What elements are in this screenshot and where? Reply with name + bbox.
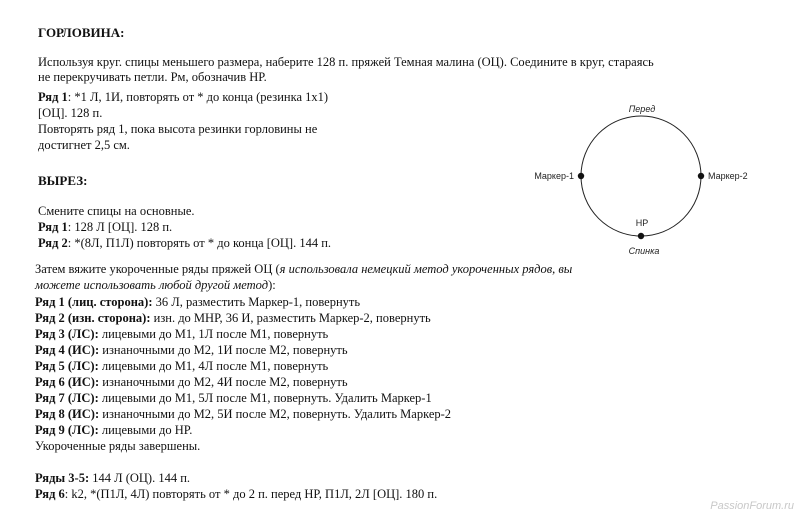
short-row-label: Ряд 6 (ИС): bbox=[35, 375, 100, 389]
rows-3-5-label: Ряды 3-5: bbox=[35, 471, 90, 485]
short-row-label: Ряд 7 (ЛС): bbox=[35, 391, 99, 405]
short-rows-intro-text: Затем вяжите укороченные ряды пряжей ОЦ ( bbox=[35, 262, 280, 276]
short-row bbox=[35, 311, 431, 326]
watermark: PassionForum.ru bbox=[710, 500, 794, 512]
neck-repeat-line-1: Повторять ряд 1, пока высота резинки горловины не bbox=[38, 122, 318, 136]
neck-repeat-line-2: достигнет 2,5 см. bbox=[38, 138, 130, 152]
short-rows-intro-italic-2: можете использовать любой другой метод bbox=[35, 278, 269, 292]
short-row bbox=[35, 295, 360, 310]
short-rows-intro-end: ): bbox=[268, 278, 276, 292]
short-row-text: изн. до МНР, 36 И, разместить Маркер-2, повернуть bbox=[150, 311, 431, 325]
short-rows-intro-1 bbox=[35, 262, 572, 277]
neck-heading: ГОРЛОВИНА: bbox=[38, 25, 125, 40]
rows-3-5 bbox=[35, 471, 190, 486]
short-row bbox=[35, 343, 348, 358]
marker-1-label: Маркер-1 bbox=[534, 171, 574, 181]
neckline-diagram bbox=[520, 95, 780, 265]
short-row-label: Ряд 4 (ИС): bbox=[35, 343, 100, 357]
short-row bbox=[35, 327, 328, 342]
short-row-label: Ряд 3 (ЛС): bbox=[35, 327, 99, 341]
cut-row-2 bbox=[38, 236, 331, 251]
short-row-text: лицевыми до М1, 1Л после М1, повернуть bbox=[98, 327, 329, 341]
rows-3-5-text: 144 Л (ОЦ). 144 п. bbox=[89, 471, 191, 485]
short-row-label: Ряд 8 (ИС): bbox=[35, 407, 100, 421]
short-rows-intro-2 bbox=[35, 278, 276, 293]
short-row-text: лицевыми до М1, 4Л после М1, повернуть bbox=[98, 359, 329, 373]
cut-row-1 bbox=[38, 220, 172, 235]
short-row-text: лицевыми до НР. bbox=[98, 423, 193, 437]
short-row-text: изнаночными до М2, 4И после М2, повернуть bbox=[99, 375, 348, 389]
short-row-label: Ряд 9 (ЛС): bbox=[35, 423, 99, 437]
short-row-label: Ряд 1 (лиц. сторона): bbox=[35, 295, 153, 309]
short-row-text: изнаночными до М2, 5И после М2, повернуть. Удалить Маркер-2 bbox=[99, 407, 452, 421]
neck-intro-line-1: Используя круг. спицы меньшего размера, наберите 128 п. пряжей Темная малина (ОЦ). Соедините в круг, стараясь bbox=[38, 55, 654, 69]
row-6 bbox=[35, 487, 437, 502]
short-row bbox=[35, 359, 328, 374]
short-row bbox=[35, 375, 348, 390]
neck-intro-line-2: не перекручивать петли. Рм, обозначив НР. bbox=[38, 70, 267, 84]
neck-row-1-text: : *1 Л, 1И, повторять от * до конца (резинка 1х1) bbox=[67, 90, 329, 104]
marker-2-dot bbox=[698, 173, 704, 179]
neck-row-1-continued: [ОЦ]. 128 п. bbox=[38, 106, 103, 120]
neck-row-1-label: Ряд 1 bbox=[38, 90, 68, 104]
cut-row-2-label: Ряд 2 bbox=[38, 236, 68, 250]
short-row-text: 36 Л, разместить Маркер-1, повернуть bbox=[152, 295, 361, 309]
short-row-label: Ряд 5 (ЛС): bbox=[35, 359, 99, 373]
short-rows-intro-italic-1: я использовала немецкий метод укороченных рядов, вы bbox=[279, 262, 573, 276]
short-row bbox=[35, 391, 432, 406]
short-row-text: лицевыми до М1, 5Л после М1, повернуть. Удалить Маркер-1 bbox=[98, 391, 432, 405]
short-row bbox=[35, 423, 192, 438]
marker-1-dot bbox=[578, 173, 584, 179]
start-dot bbox=[638, 233, 644, 239]
cut-row-2-text: : *(8Л, П1Л) повторять от * до конца [ОЦ]. 144 п. bbox=[67, 236, 332, 250]
short-row-label: Ряд 2 (изн. сторона): bbox=[35, 311, 151, 325]
diagram-back-label: Спинка bbox=[628, 246, 660, 256]
short-row bbox=[35, 407, 451, 422]
start-label: НР bbox=[635, 218, 649, 228]
cut-heading: ВЫРЕЗ: bbox=[38, 173, 88, 188]
diagram-front-label: Перед bbox=[628, 104, 656, 114]
cut-row-1-text: : 128 Л [ОЦ]. 128 п. bbox=[67, 220, 173, 234]
marker-2-label: Маркер-2 bbox=[708, 171, 748, 181]
row-6-text: : k2, *(П1Л, 4Л) повторять от * до 2 п. перед НР, П1Л, 2Л [ОЦ]. 180 п. bbox=[64, 487, 438, 501]
cut-row-1-label: Ряд 1 bbox=[38, 220, 68, 234]
row-6-label: Ряд 6 bbox=[35, 487, 65, 501]
short-row-text: изнаночными до М2, 1И после М2, повернуть bbox=[99, 343, 348, 357]
cut-intro: Смените спицы на основные. bbox=[38, 204, 195, 218]
short-rows-done: Укороченные ряды завершены. bbox=[35, 439, 201, 453]
neck-row-1 bbox=[38, 90, 328, 105]
